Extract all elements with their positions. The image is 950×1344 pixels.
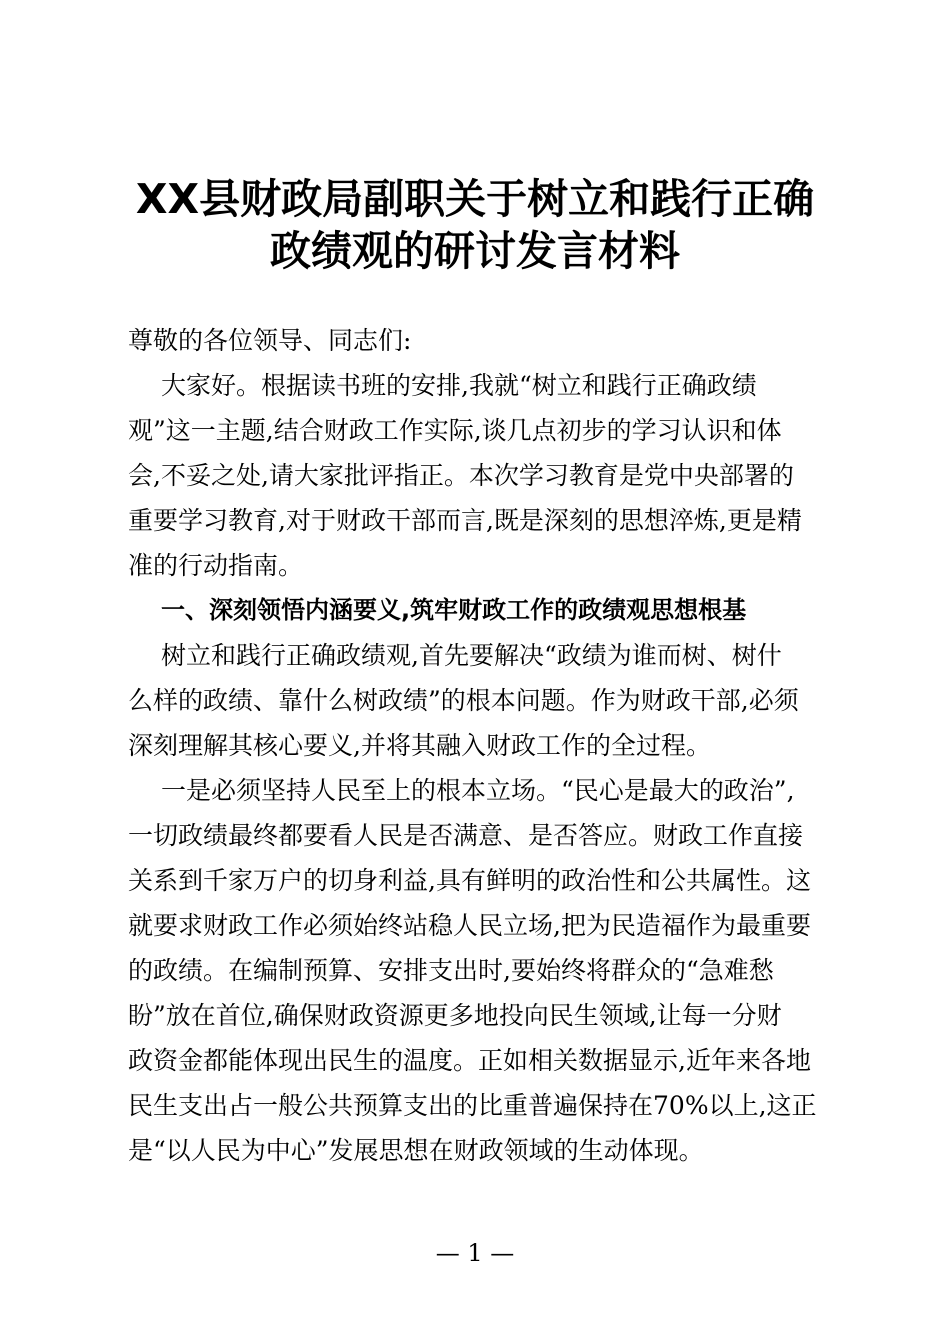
paragraph-line: 准的行动指南。	[128, 551, 304, 580]
paragraph-line: 是“以人民为中心”发展思想在财政领域的生动体现。	[128, 1136, 704, 1165]
greeting: 尊敬的各位领导、同志们:	[128, 326, 412, 355]
paragraph-line: 观”这一主题,结合财政工作实际,谈几点初步的学习认识和体	[128, 416, 782, 445]
paragraph-line: 的政绩。在编制预算、安排支出时,要始终将群众的“急难愁	[128, 956, 774, 985]
paragraph-line: 么样的政绩、靠什么树政绩”的根本问题。作为财政干部,必须	[128, 686, 799, 715]
paragraph-line: 关系到千家万户的切身利益,具有鲜明的政治性和公共属性。这	[128, 866, 811, 895]
paragraph-line: 就要求财政工作必须始终站稳人民立场,把为民造福作为最重要	[128, 911, 811, 940]
paragraph-line: 盼”放在首位,确保财政资源更多地投向民生领域,让每一分财	[128, 1001, 782, 1030]
paragraph-line: 政资金都能体现出民生的温度。正如相关数据显示,近年来各地	[128, 1046, 811, 1075]
paragraph-line: 一切政绩最终都要看人民是否满意、是否答应。财政工作直接	[128, 821, 804, 850]
section-heading: 一、深刻领悟内涵要义,筑牢财政工作的政绩观思想根基	[161, 596, 747, 624]
page-number: — 1 —	[435, 1239, 515, 1267]
paragraph-line: 民生支出占一般公共预算支出的比重普遍保持在70%以上,这正	[128, 1091, 817, 1120]
paragraph-line: 会,不妥之处,请大家批评指正。本次学习教育是党中央部署的	[128, 461, 794, 490]
paragraph-line: 大家好。根据读书班的安排,我就“树立和践行正确政绩	[161, 371, 757, 400]
paragraph-line: 重要学习教育,对于财政干部而言,既是深刻的思想淬炼,更是精	[128, 506, 802, 535]
paragraph-line: 深刻理解其核心要义,并将其融入财政工作的全过程。	[128, 731, 711, 760]
paragraph-line: 一是必须坚持人民至上的根本立场。“民心是最大的政治”,	[161, 776, 795, 805]
paragraph-line: 树立和践行正确政绩观,首先要解决“政绩为谁而树、树什	[161, 641, 782, 670]
document-title-line-2: 政绩观的研讨发言材料	[270, 227, 680, 275]
document-title-line-1: XX县财政局副职关于树立和践行正确	[135, 175, 815, 223]
